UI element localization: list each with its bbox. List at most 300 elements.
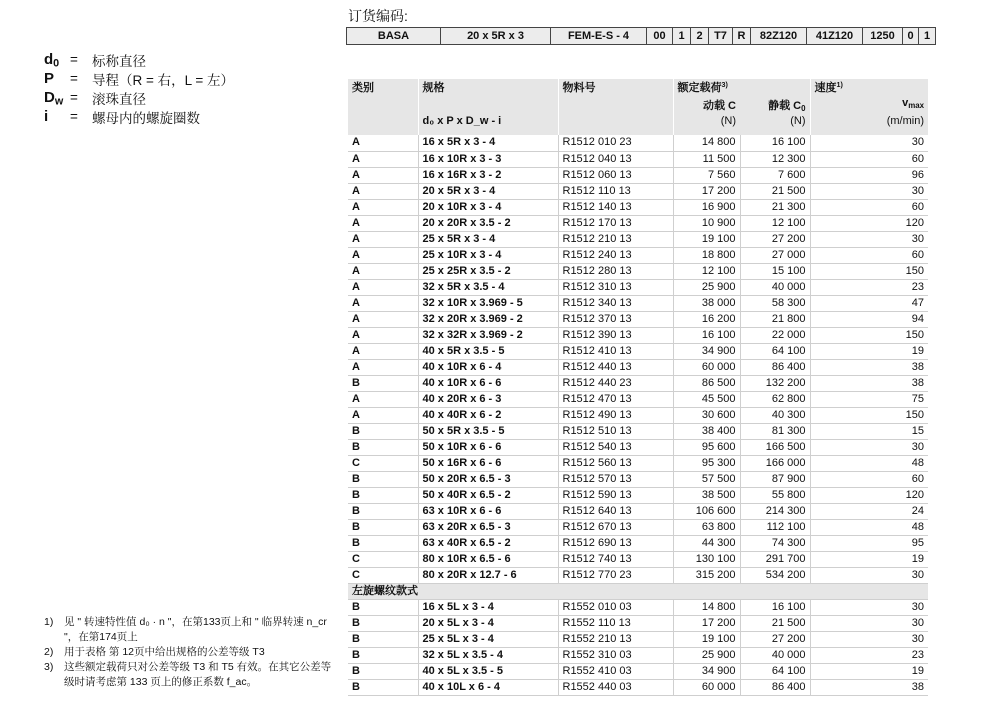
- header-speed-unit: (m/min): [810, 115, 928, 135]
- cell-vmax: 60: [810, 247, 928, 263]
- header-static-load: [740, 97, 810, 115]
- header-spec-formula: d₀ x P x D_w - i: [418, 115, 558, 135]
- footnote-text: 见 " 转速特性值 d₀ · n "，在第133页上和 " 临界转速 n_cr "，在第174页上: [64, 616, 327, 643]
- cell-static-load: 166 500: [740, 439, 810, 455]
- cell-static-load: 132 200: [740, 375, 810, 391]
- cell-type: C: [348, 551, 418, 567]
- cell-dynamic-load: 30 600: [673, 407, 740, 423]
- legend-description: 滚珠直径: [92, 91, 146, 107]
- cell-static-load: 64 100: [740, 343, 810, 359]
- legend-description: 螺母内的螺旋圈数: [92, 110, 200, 126]
- cell-type: B: [348, 535, 418, 551]
- footnote-number: 1): [44, 616, 54, 628]
- table-row: [348, 247, 928, 263]
- cell-spec: 32 x 32R x 3.969 - 2: [418, 327, 558, 343]
- table-row: [348, 615, 928, 631]
- cell-static-load: 40 300: [740, 407, 810, 423]
- cell-type: A: [348, 359, 418, 375]
- cell-spec: 20 x 5L x 3 - 4: [418, 615, 558, 631]
- cell-vmax: 38: [810, 679, 928, 695]
- cell-static-load: 166 000: [740, 455, 810, 471]
- cell-vmax: 30: [810, 599, 928, 615]
- cell-part-number: R1512 310 13: [558, 279, 673, 295]
- cell-spec: 16 x 16R x 3 - 2: [418, 167, 558, 183]
- cell-vmax: 60: [810, 151, 928, 167]
- static-load-label: 静载 C: [768, 100, 802, 112]
- cell-static-load: 27 200: [740, 631, 810, 647]
- cell-type: B: [348, 487, 418, 503]
- cell-dynamic-load: 95 300: [673, 455, 740, 471]
- cell-part-number: R1512 170 13: [558, 215, 673, 231]
- load-rating-footnote-ref: 3): [721, 81, 728, 90]
- cell-static-load: 12 300: [740, 151, 810, 167]
- cell-vmax: 96: [810, 167, 928, 183]
- cell-type: B: [348, 519, 418, 535]
- legend-symbol-main: D: [44, 89, 55, 106]
- cell-type: A: [348, 263, 418, 279]
- cell-spec: 16 x 5L x 3 - 4: [418, 599, 558, 615]
- cell-part-number: R1512 140 13: [558, 199, 673, 215]
- cell-static-load: 40 000: [740, 279, 810, 295]
- cell-part-number: R1512 590 13: [558, 487, 673, 503]
- footnote-number: 2): [44, 646, 54, 658]
- cell-dynamic-load: 95 600: [673, 439, 740, 455]
- cell-spec: 63 x 20R x 6.5 - 3: [418, 519, 558, 535]
- cell-part-number: R1512 370 13: [558, 311, 673, 327]
- footnote: [44, 660, 334, 690]
- cell-type: A: [348, 327, 418, 343]
- cell-type: B: [348, 439, 418, 455]
- table-row: [348, 263, 928, 279]
- cell-part-number: R1512 440 13: [558, 359, 673, 375]
- footnotes: [44, 615, 334, 690]
- cell-static-load: 21 500: [740, 615, 810, 631]
- cell-dynamic-load: 38 400: [673, 423, 740, 439]
- footnote: [44, 615, 334, 645]
- cell-spec: 40 x 20R x 6 - 3: [418, 391, 558, 407]
- order-code-field: 2: [691, 28, 709, 44]
- cell-dynamic-load: 12 100: [673, 263, 740, 279]
- cell-part-number: R1552 010 03: [558, 599, 673, 615]
- cell-spec: 50 x 40R x 6.5 - 2: [418, 487, 558, 503]
- cell-spec: 40 x 40R x 6 - 2: [418, 407, 558, 423]
- table-row: [348, 167, 928, 183]
- cell-type: A: [348, 151, 418, 167]
- cell-part-number: R1512 540 13: [558, 439, 673, 455]
- table-row: [348, 279, 928, 295]
- cell-dynamic-load: 86 500: [673, 375, 740, 391]
- cell-static-load: 81 300: [740, 423, 810, 439]
- footnote-text: 这些额定载荷只对公差等级 T3 和 T5 有效。在其它公差等级时请考虑第 133 页上的修正系数 f_ac。: [64, 661, 332, 688]
- cell-dynamic-load: 45 500: [673, 391, 740, 407]
- cell-dynamic-load: 17 200: [673, 615, 740, 631]
- cell-part-number: R1512 510 13: [558, 423, 673, 439]
- cell-type: B: [348, 503, 418, 519]
- cell-part-number: R1552 440 03: [558, 679, 673, 695]
- cell-part-number: R1512 740 13: [558, 551, 673, 567]
- cell-vmax: 30: [810, 231, 928, 247]
- cell-part-number: R1512 280 13: [558, 263, 673, 279]
- table-row: [348, 599, 928, 615]
- order-code-field: 20 x 5R x 3: [441, 28, 551, 44]
- cell-type: A: [348, 183, 418, 199]
- cell-static-load: 86 400: [740, 359, 810, 375]
- cell-vmax: 150: [810, 263, 928, 279]
- cell-vmax: 94: [810, 311, 928, 327]
- cell-spec: 40 x 10R x 6 - 6: [418, 375, 558, 391]
- table-row: [348, 391, 928, 407]
- left-hand-section-row: [348, 583, 928, 599]
- cell-part-number: R1512 490 13: [558, 407, 673, 423]
- table-row: [348, 551, 928, 567]
- table-row: [348, 455, 928, 471]
- cell-part-number: R1512 670 13: [558, 519, 673, 535]
- table-row: [348, 231, 928, 247]
- cell-type: B: [348, 471, 418, 487]
- cell-spec: 50 x 10R x 6 - 6: [418, 439, 558, 455]
- cell-static-load: 7 600: [740, 167, 810, 183]
- cell-vmax: 23: [810, 647, 928, 663]
- cell-part-number: R1512 040 13: [558, 151, 673, 167]
- cell-type: A: [348, 295, 418, 311]
- cell-type: A: [348, 311, 418, 327]
- table-row: [348, 183, 928, 199]
- legend-description: 导程（R = 右，L = 左）: [92, 72, 235, 88]
- cell-part-number: R1512 470 13: [558, 391, 673, 407]
- cell-dynamic-load: 16 100: [673, 327, 740, 343]
- header-dynamic-load: 动载 C: [673, 97, 740, 115]
- cell-vmax: 47: [810, 295, 928, 311]
- cell-static-load: 12 100: [740, 215, 810, 231]
- cell-spec: 20 x 5R x 3 - 4: [418, 183, 558, 199]
- cell-vmax: 75: [810, 391, 928, 407]
- order-code-field: BASA: [347, 28, 441, 44]
- cell-dynamic-load: 10 900: [673, 215, 740, 231]
- cell-part-number: R1512 560 13: [558, 455, 673, 471]
- cell-static-load: 40 000: [740, 647, 810, 663]
- cell-dynamic-load: 19 100: [673, 631, 740, 647]
- legend-symbol: [44, 89, 70, 106]
- cell-spec: 50 x 16R x 6 - 6: [418, 455, 558, 471]
- cell-static-load: 58 300: [740, 295, 810, 311]
- cell-part-number: R1512 690 13: [558, 535, 673, 551]
- cell-static-load: 16 100: [740, 599, 810, 615]
- cell-vmax: 150: [810, 327, 928, 343]
- header-vmax: [810, 97, 928, 115]
- cell-vmax: 38: [810, 375, 928, 391]
- cell-type: B: [348, 423, 418, 439]
- table-row: [348, 151, 928, 167]
- cell-dynamic-load: 57 500: [673, 471, 740, 487]
- order-code-field: 1: [673, 28, 691, 44]
- legend-row: [44, 88, 234, 107]
- cell-part-number: R1552 210 13: [558, 631, 673, 647]
- cell-vmax: 23: [810, 279, 928, 295]
- header-spec: 规格: [418, 79, 558, 97]
- cell-dynamic-load: 18 800: [673, 247, 740, 263]
- cell-type: C: [348, 567, 418, 583]
- order-code-field: R: [733, 28, 751, 44]
- header-dynamic-unit: (N): [673, 115, 740, 135]
- cell-dynamic-load: 16 200: [673, 311, 740, 327]
- table-row: [348, 343, 928, 359]
- cell-type: B: [348, 631, 418, 647]
- cell-dynamic-load: 34 900: [673, 663, 740, 679]
- order-code-field: 0: [903, 28, 919, 44]
- cell-vmax: 19: [810, 663, 928, 679]
- legend-equals: =: [70, 90, 78, 105]
- order-code-field: 00: [647, 28, 673, 44]
- footnote-text: 用于表格 第 12页中给出规格的公差等级 T3: [64, 646, 265, 658]
- cell-vmax: 30: [810, 439, 928, 455]
- footnote: [44, 645, 334, 660]
- header-speed: [810, 79, 928, 97]
- cell-vmax: 30: [810, 135, 928, 151]
- cell-dynamic-load: 25 900: [673, 647, 740, 663]
- cell-spec: 32 x 5L x 3.5 - 4: [418, 647, 558, 663]
- cell-vmax: 60: [810, 199, 928, 215]
- cell-part-number: R1512 110 13: [558, 183, 673, 199]
- cell-dynamic-load: 44 300: [673, 535, 740, 551]
- order-code-field: T7: [709, 28, 733, 44]
- table-row: [348, 359, 928, 375]
- cell-vmax: 24: [810, 503, 928, 519]
- legend-symbol-sub: 0: [53, 57, 60, 70]
- cell-vmax: 150: [810, 407, 928, 423]
- cell-vmax: 30: [810, 615, 928, 631]
- cell-static-load: 22 000: [740, 327, 810, 343]
- cell-static-load: 27 000: [740, 247, 810, 263]
- cell-static-load: 86 400: [740, 679, 810, 695]
- legend-symbol-sub: w: [54, 95, 64, 108]
- cell-spec: 40 x 10R x 6 - 4: [418, 359, 558, 375]
- cell-vmax: 38: [810, 359, 928, 375]
- cell-type: A: [348, 343, 418, 359]
- order-code-field: 41Z120: [807, 28, 863, 44]
- cell-spec: 32 x 5R x 3.5 - 4: [418, 279, 558, 295]
- cell-vmax: 15: [810, 423, 928, 439]
- table-row: [348, 215, 928, 231]
- cell-spec: 25 x 5R x 3 - 4: [418, 231, 558, 247]
- order-code-title: 订货编码:: [348, 8, 408, 24]
- cell-spec: 25 x 25R x 3.5 - 2: [418, 263, 558, 279]
- table-row: [348, 487, 928, 503]
- cell-dynamic-load: 60 000: [673, 679, 740, 695]
- legend-symbol-main: i: [44, 108, 49, 125]
- cell-type: B: [348, 647, 418, 663]
- table-row: [348, 519, 928, 535]
- cell-spec: 25 x 10R x 3 - 4: [418, 247, 558, 263]
- header-static-unit: (N): [740, 115, 810, 135]
- cell-static-load: 21 300: [740, 199, 810, 215]
- table-row: [348, 199, 928, 215]
- legend-equals: =: [70, 71, 78, 86]
- legend-symbol: [44, 51, 70, 68]
- cell-vmax: 60: [810, 471, 928, 487]
- cell-type: A: [348, 199, 418, 215]
- order-code-strip: [346, 27, 936, 45]
- load-rating-label: 额定载荷: [677, 82, 722, 94]
- cell-spec: 63 x 40R x 6.5 - 2: [418, 535, 558, 551]
- table-row: [348, 407, 928, 423]
- cell-spec: 20 x 10R x 3 - 4: [418, 199, 558, 215]
- cell-spec: 63 x 10R x 6 - 6: [418, 503, 558, 519]
- cell-spec: 50 x 5R x 3.5 - 5: [418, 423, 558, 439]
- table-row: [348, 567, 928, 583]
- order-code-field: 1: [923, 30, 931, 42]
- cell-type: A: [348, 407, 418, 423]
- cell-static-load: 55 800: [740, 487, 810, 503]
- speed-footnote-ref: 1): [836, 81, 843, 90]
- cell-static-load: 291 700: [740, 551, 810, 567]
- cell-dynamic-load: 14 800: [673, 599, 740, 615]
- cell-spec: 80 x 20R x 12.7 - 6: [418, 567, 558, 583]
- legend-equals: =: [70, 52, 78, 67]
- cell-spec: 80 x 10R x 6.5 - 6: [418, 551, 558, 567]
- table-row: [348, 535, 928, 551]
- cell-static-load: 15 100: [740, 263, 810, 279]
- cell-spec: 50 x 20R x 6.5 - 3: [418, 471, 558, 487]
- table-row: [348, 503, 928, 519]
- cell-static-load: 27 200: [740, 231, 810, 247]
- table-row: [348, 663, 928, 679]
- cell-part-number: R1512 240 13: [558, 247, 673, 263]
- table-row: [348, 327, 928, 343]
- cell-spec: 25 x 5L x 3 - 4: [418, 631, 558, 647]
- cell-dynamic-load: 315 200: [673, 567, 740, 583]
- cell-dynamic-load: 25 900: [673, 279, 740, 295]
- cell-vmax: 95: [810, 535, 928, 551]
- cell-type: A: [348, 231, 418, 247]
- cell-part-number: R1512 340 13: [558, 295, 673, 311]
- cell-vmax: 30: [810, 183, 928, 199]
- cell-spec: 32 x 20R x 3.969 - 2: [418, 311, 558, 327]
- cell-spec: 32 x 10R x 3.969 - 5: [418, 295, 558, 311]
- legend-symbol-main: P: [44, 70, 55, 87]
- cell-static-load: 64 100: [740, 663, 810, 679]
- cell-spec: 20 x 20R x 3.5 - 2: [418, 215, 558, 231]
- cell-type: A: [348, 167, 418, 183]
- cell-vmax: 120: [810, 487, 928, 503]
- legend-equals: =: [70, 109, 78, 124]
- cell-part-number: R1512 640 13: [558, 503, 673, 519]
- cell-spec: 40 x 5L x 3.5 - 5: [418, 663, 558, 679]
- cell-part-number: R1512 570 13: [558, 471, 673, 487]
- legend-symbol-main: d: [44, 51, 54, 68]
- cell-dynamic-load: 130 100: [673, 551, 740, 567]
- cell-part-number: R1552 410 03: [558, 663, 673, 679]
- cell-dynamic-load: 34 900: [673, 343, 740, 359]
- order-code-field: FEM-E-S - 4: [551, 28, 647, 44]
- header-type: 类别: [348, 79, 418, 97]
- cell-static-load: 87 900: [740, 471, 810, 487]
- legend-row: [44, 107, 234, 126]
- table-row: [348, 423, 928, 439]
- cell-type: A: [348, 391, 418, 407]
- cell-type: A: [348, 279, 418, 295]
- cell-static-load: 214 300: [740, 503, 810, 519]
- cell-spec: 40 x 5R x 3.5 - 5: [418, 343, 558, 359]
- cell-part-number: R1512 770 23: [558, 567, 673, 583]
- cell-part-number: R1512 010 23: [558, 135, 673, 151]
- legend-symbol: [44, 108, 70, 125]
- cell-part-number: R1552 110 13: [558, 615, 673, 631]
- cell-type: B: [348, 615, 418, 631]
- table-row: [348, 439, 928, 455]
- cell-dynamic-load: 19 100: [673, 231, 740, 247]
- table-row: [348, 679, 928, 695]
- vmax-sub: max: [908, 100, 925, 110]
- cell-type: A: [348, 215, 418, 231]
- table-row: [348, 295, 928, 311]
- cell-vmax: 30: [810, 567, 928, 583]
- header-part-number: 物料号: [558, 79, 673, 97]
- cell-static-load: 112 100: [740, 519, 810, 535]
- cell-vmax: 48: [810, 519, 928, 535]
- cell-type: C: [348, 455, 418, 471]
- table-row: [348, 647, 928, 663]
- cell-part-number: R1512 060 13: [558, 167, 673, 183]
- legend-row: [44, 50, 234, 69]
- order-code-field: 1250: [863, 28, 903, 44]
- cell-dynamic-load: 11 500: [673, 151, 740, 167]
- legend-row: [44, 69, 234, 88]
- cell-static-load: 16 100: [740, 135, 810, 151]
- cell-spec: 40 x 10L x 6 - 4: [418, 679, 558, 695]
- cell-type: B: [348, 599, 418, 615]
- cell-dynamic-load: 60 000: [673, 359, 740, 375]
- cell-dynamic-load: 14 800: [673, 135, 740, 151]
- vmax-label: v: [902, 97, 909, 109]
- cell-part-number: R1512 390 13: [558, 327, 673, 343]
- footnote-number: 3): [44, 661, 54, 673]
- cell-part-number: R1552 310 03: [558, 647, 673, 663]
- cell-static-load: 21 500: [740, 183, 810, 199]
- cell-type: B: [348, 679, 418, 695]
- cell-vmax: 120: [810, 215, 928, 231]
- table-row: [348, 135, 928, 151]
- table-row: [348, 631, 928, 647]
- symbol-legend: [44, 50, 234, 126]
- cell-spec: 16 x 10R x 3 - 3: [418, 151, 558, 167]
- cell-dynamic-load: 17 200: [673, 183, 740, 199]
- cell-part-number: R1512 210 13: [558, 231, 673, 247]
- order-code-field: 82Z120: [751, 28, 807, 44]
- legend-description: 标称直径: [92, 53, 146, 69]
- cell-dynamic-load: 16 900: [673, 199, 740, 215]
- table-row: [348, 471, 928, 487]
- cell-dynamic-load: 38 000: [673, 295, 740, 311]
- cell-vmax: 19: [810, 343, 928, 359]
- ball-screw-spec-table: [348, 79, 928, 696]
- table-row: [348, 311, 928, 327]
- cell-static-load: 62 800: [740, 391, 810, 407]
- cell-type: B: [348, 663, 418, 679]
- cell-type: B: [348, 375, 418, 391]
- table-body: [348, 135, 928, 695]
- cell-vmax: 30: [810, 631, 928, 647]
- cell-spec: 16 x 5R x 3 - 4: [418, 135, 558, 151]
- cell-type: A: [348, 135, 418, 151]
- left-hand-section-title: 左旋螺纹款式: [348, 583, 928, 599]
- static-load-sub: 0: [801, 103, 806, 113]
- cell-vmax: 48: [810, 455, 928, 471]
- cell-type: A: [348, 247, 418, 263]
- cell-dynamic-load: 106 600: [673, 503, 740, 519]
- cell-static-load: 74 300: [740, 535, 810, 551]
- cell-vmax: 19: [810, 551, 928, 567]
- header-load-rating: [673, 79, 810, 97]
